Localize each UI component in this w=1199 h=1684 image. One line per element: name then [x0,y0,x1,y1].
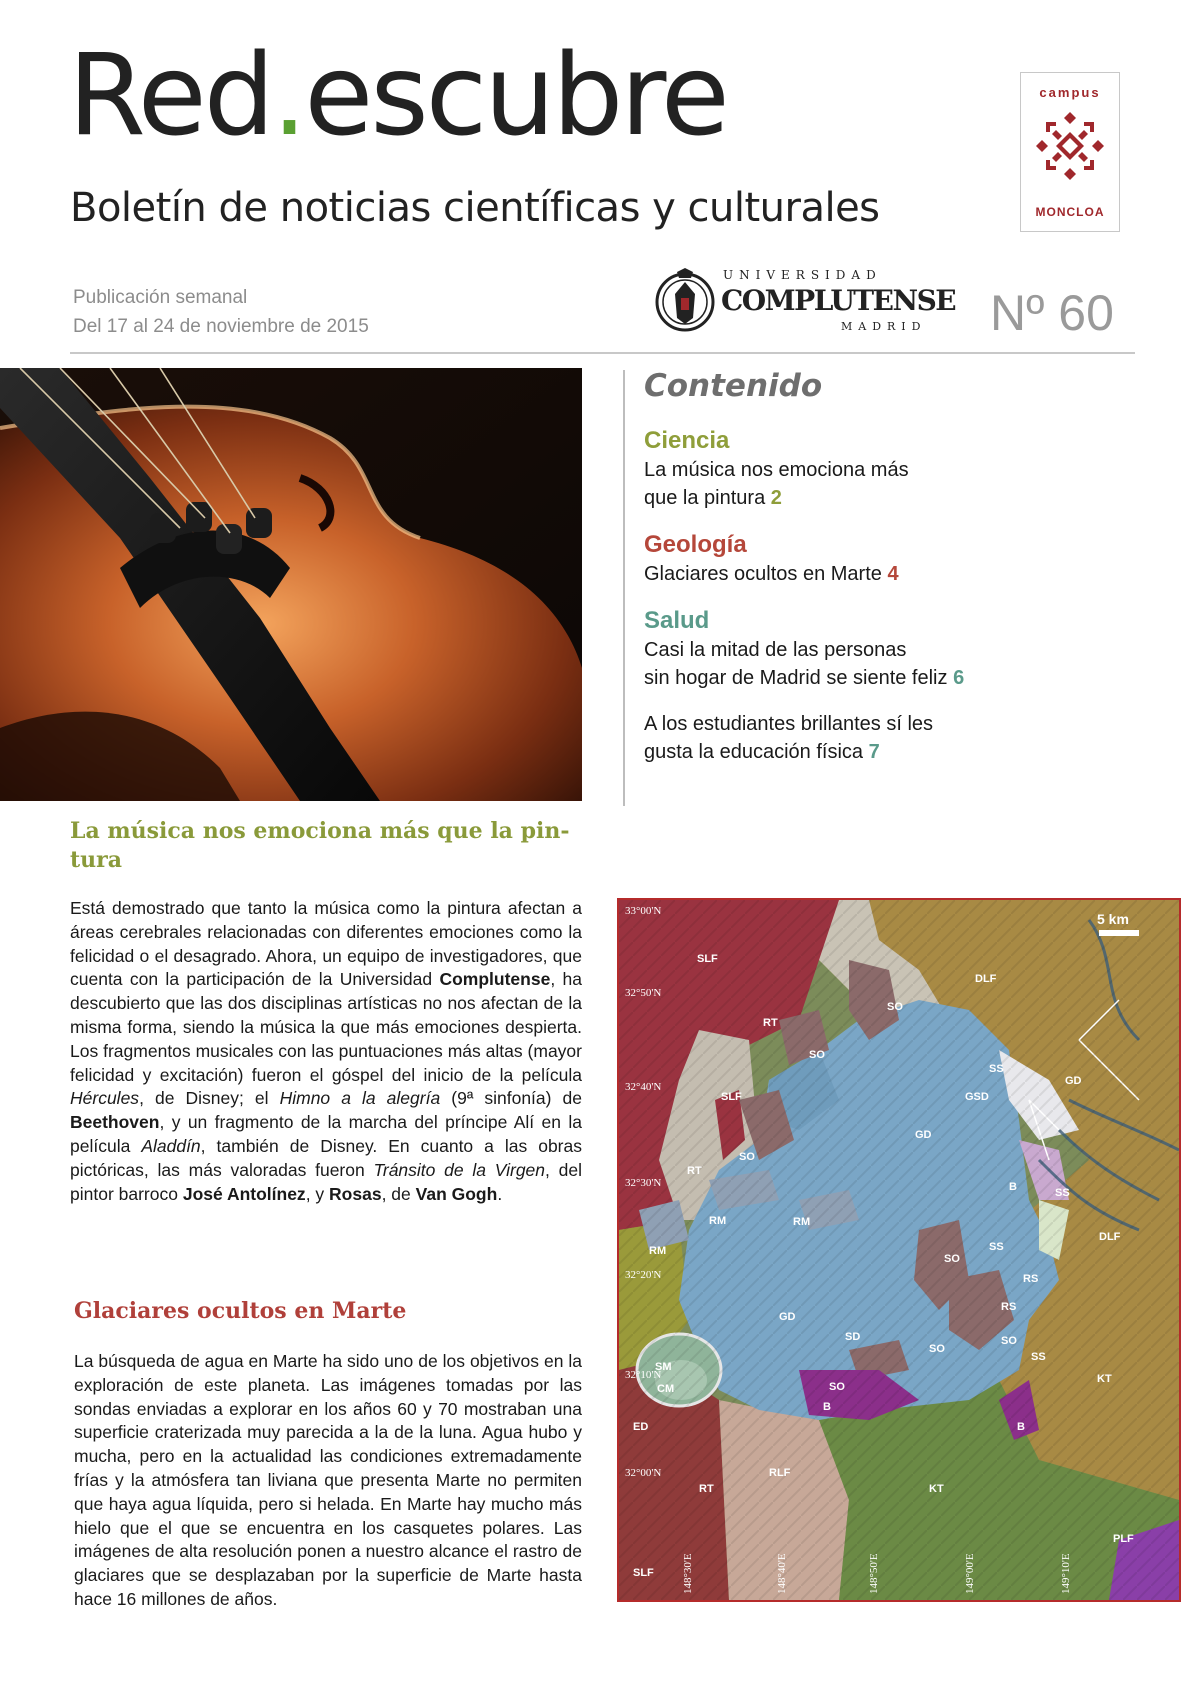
contents-entry [644,636,1084,692]
article-music-body [70,897,582,1206]
map-unit-label: RLF [769,1467,791,1479]
lat-label: 32°50'N [625,987,662,999]
map-unit-label: SO [809,1049,825,1061]
contents-category: Ciencia [644,427,730,454]
article-music-title-line2: tura [70,847,123,873]
contents-section-ciencia[interactable] [644,426,1084,512]
lon-label: 149°00'E [964,1553,976,1594]
article-music-text-run: Tránsito de la Virgen [373,1159,546,1180]
campus-emblem-icon [1032,108,1108,184]
lat-label: 32°30'N [625,1177,662,1189]
contents-title: Contenido [644,368,823,404]
article-music-text-run: Está demostrado que tanto la música como la pintura afectan a áreas cerebrales relacionadas con diferentes emociones como la felicidad o el desagrado. Ahora, un equipo de investigadores, que cuenta con la participación de la Universidad [70,898,582,990]
map-unit-label: GD [1065,1075,1082,1087]
violin-photo [0,368,582,801]
map-unit-label: SLF [633,1567,654,1579]
masthead-part-red: Red [68,31,272,161]
map-unit-label: B [1017,1421,1025,1433]
campus-label: campus [1039,85,1101,100]
contents-entry-line-last [644,738,1084,766]
map-unit-label: KT [1097,1373,1112,1385]
map-unit-label: SO [829,1381,845,1393]
map-unit-label: SM [655,1361,672,1373]
contents-section-salud[interactable] [644,606,1084,692]
map-unit-label: RT [687,1165,702,1177]
masthead-part-escubre: escubre [304,31,727,161]
contents-entry-text: que la pintura [644,487,766,509]
article-music-text-run: , también de Disney. En cuanto a las obras pictóricas, las más valoradas fueron [70,1135,582,1180]
article-music-title-line1: La música nos emociona más que la pin- [70,818,570,844]
map-unit-label: RT [763,1017,778,1029]
contents-entry-line-last [644,664,1084,692]
map-unit-label: SO [1001,1335,1017,1347]
article-music-text-run: , del pintor barroco [70,1159,583,1204]
contents-section-geologia[interactable] [644,530,1084,588]
map-unit-label: RS [1001,1301,1017,1313]
article-music-text-run: José Antolínez [182,1183,306,1204]
contents-page-number: 6 [953,667,965,689]
article-music-text-run: Aladdín [141,1135,201,1156]
lon-label: 148°30'E [682,1553,694,1594]
lon-label: 148°50'E [868,1553,880,1594]
map-unit-label: PLF [1113,1533,1134,1545]
article-music-text-run: , ha descubierto que las dos disciplinas artísticas no nos afectan de la misma forma, siendo la música la que más emociones despierta. Los fragmentos musicales con las puntuaciones más altas (mayor felicidad y excitación) fueron el góspel del inicio de la película [70,969,582,1085]
article-music-text-run: Complutense [439,969,551,990]
university-label-top: UNIVERSIDAD [723,268,882,282]
map-unit-label: SO [739,1151,755,1163]
map-unit-label: SS [1031,1351,1046,1363]
university-seal-icon [655,266,715,336]
contents-entry-line-last [644,484,1084,512]
contents-divider [623,370,625,806]
lat-label: 32°10'N [625,1369,662,1381]
map-unit-label: B [1009,1181,1017,1193]
contents-page-number: 7 [868,741,880,763]
map-unit-label: ED [633,1421,649,1433]
contents-category: Salud [644,607,710,634]
map-unit-label: GD [915,1129,932,1141]
university-name: COMPLUTENSE [721,284,956,317]
publication-dates: Del 17 al 24 de noviembre de 2015 [73,316,369,337]
map-unit-label: SO [929,1343,945,1355]
contents-entry-text: sin hogar de Madrid se siente feliz [644,667,948,689]
contents-page-number: 4 [887,563,899,585]
lon-label: 149°10'E [1060,1553,1072,1594]
map-unit-label: RM [709,1215,727,1227]
map-unit-label: SLF [721,1091,742,1103]
map-unit-label: SS [989,1063,1004,1075]
campus-moncloa-label: MONCLOA [1035,205,1105,219]
issue-number: Nº 60 [990,285,1114,341]
map-unit-label: SS [1055,1187,1070,1199]
contents-entry-line-last [644,560,1084,588]
contents-entry [644,560,1084,588]
map-unit-label: SD [845,1331,861,1343]
lat-label: 33°00'N [625,905,662,917]
map-unit-label: SLF [697,953,718,965]
article-music-text-run: (9ª sinfonía) de [440,1088,582,1109]
campus-moncloa-logo [1020,72,1120,232]
article-music-text-run: Van Gogh [415,1183,498,1204]
map-unit-label: CM [657,1383,675,1395]
lon-label: 148°40'E [776,1553,788,1594]
contents-entry-line: Casi la mitad de las personas [644,639,907,661]
publication-frequency: Publicación semanal [73,287,248,308]
masthead-title [68,31,727,161]
article-mars-body: La búsqueda de agua en Marte ha sido uno de los objetivos en la exploración de este planeta. Las imágenes tomadas por las sondas enviadas a explorar en los años 60 y 70 mostraban una superficie craterizada muy parecida a la de la luna. Agua hubo y mucha, pero en la actualidad las condiciones extremadamente frías y la atmósfera tan liviana que presenta Marte no permiten que haya agua líquida, pero si helada. En Marte hay mucho más hielo que el que se encuentra en los casquetes polares. Las imágenes de alta resolución ponen a nuestro alcance el rastro de glaciares que se desplazaban por la superficie de Marte hasta hace 16 millones de años. [74,1351,582,1609]
contents-entry-line: La música nos emociona más [644,459,909,481]
contents-page-number: 2 [770,487,782,509]
contents-entry-line: A los estudiantes brillantes sí les [644,713,934,735]
masthead-subtitle: Boletín de noticias científicas y culturales [70,185,880,231]
contents-category: Geología [644,531,747,558]
map-unit-label: SO [944,1253,960,1265]
article-music-text-run: . [497,1183,503,1204]
university-logo [655,266,956,338]
header-divider [70,352,1135,354]
contents-section-educacion[interactable] [644,710,1084,766]
article-mars-title: Glaciares ocultos en Marte [74,1298,407,1324]
map-unit-label: GD [779,1311,796,1323]
map-unit-label: SS [989,1241,1004,1253]
map-unit-label: SO [887,1001,903,1013]
contents-entry-text: gusta la educación física [644,741,864,763]
article-music-text-run: , y un fragmento de la marcha del príncipe Alí en la película [70,1112,582,1156]
map-unit-label: RT [699,1483,714,1495]
article-music-text-run: Hércules [70,1088,140,1109]
map-unit-label: RM [649,1245,667,1257]
map-unit-label: KT [929,1483,944,1495]
contents-entry [644,710,1084,766]
map-unit-label: GSD [965,1091,989,1103]
publication-info [73,283,369,341]
article-music-text-run: , de [381,1183,416,1204]
contents-entry-text: Glaciares ocultos en Marte [644,563,882,585]
map-scale-label: 5 km [1097,911,1129,927]
map-unit-label: B [823,1401,831,1413]
lat-label: 32°40'N [625,1081,662,1093]
article-music-text-run: , de Disney; el [139,1088,280,1109]
lat-label: 32°20'N [625,1269,662,1281]
map-unit-label: DLF [1099,1231,1121,1243]
article-music-text-run: Himno a la alegría [279,1088,441,1109]
article-music-text-run: Beethoven [70,1112,160,1133]
article-music-text-run: , y [305,1183,330,1204]
masthead-dot: . [271,31,305,161]
article-music-text-run: Rosas [329,1183,382,1204]
map-unit-label: RS [1023,1273,1039,1285]
lat-label: 32°00'N [625,1467,662,1479]
mars-geologic-map [617,898,1181,1602]
contents-entry [644,456,1084,512]
map-unit-label: DLF [975,973,997,985]
contents-panel [644,368,1084,784]
article-music-title [70,817,580,875]
university-city: MADRID [841,320,927,333]
map-unit-label: RM [793,1216,811,1228]
